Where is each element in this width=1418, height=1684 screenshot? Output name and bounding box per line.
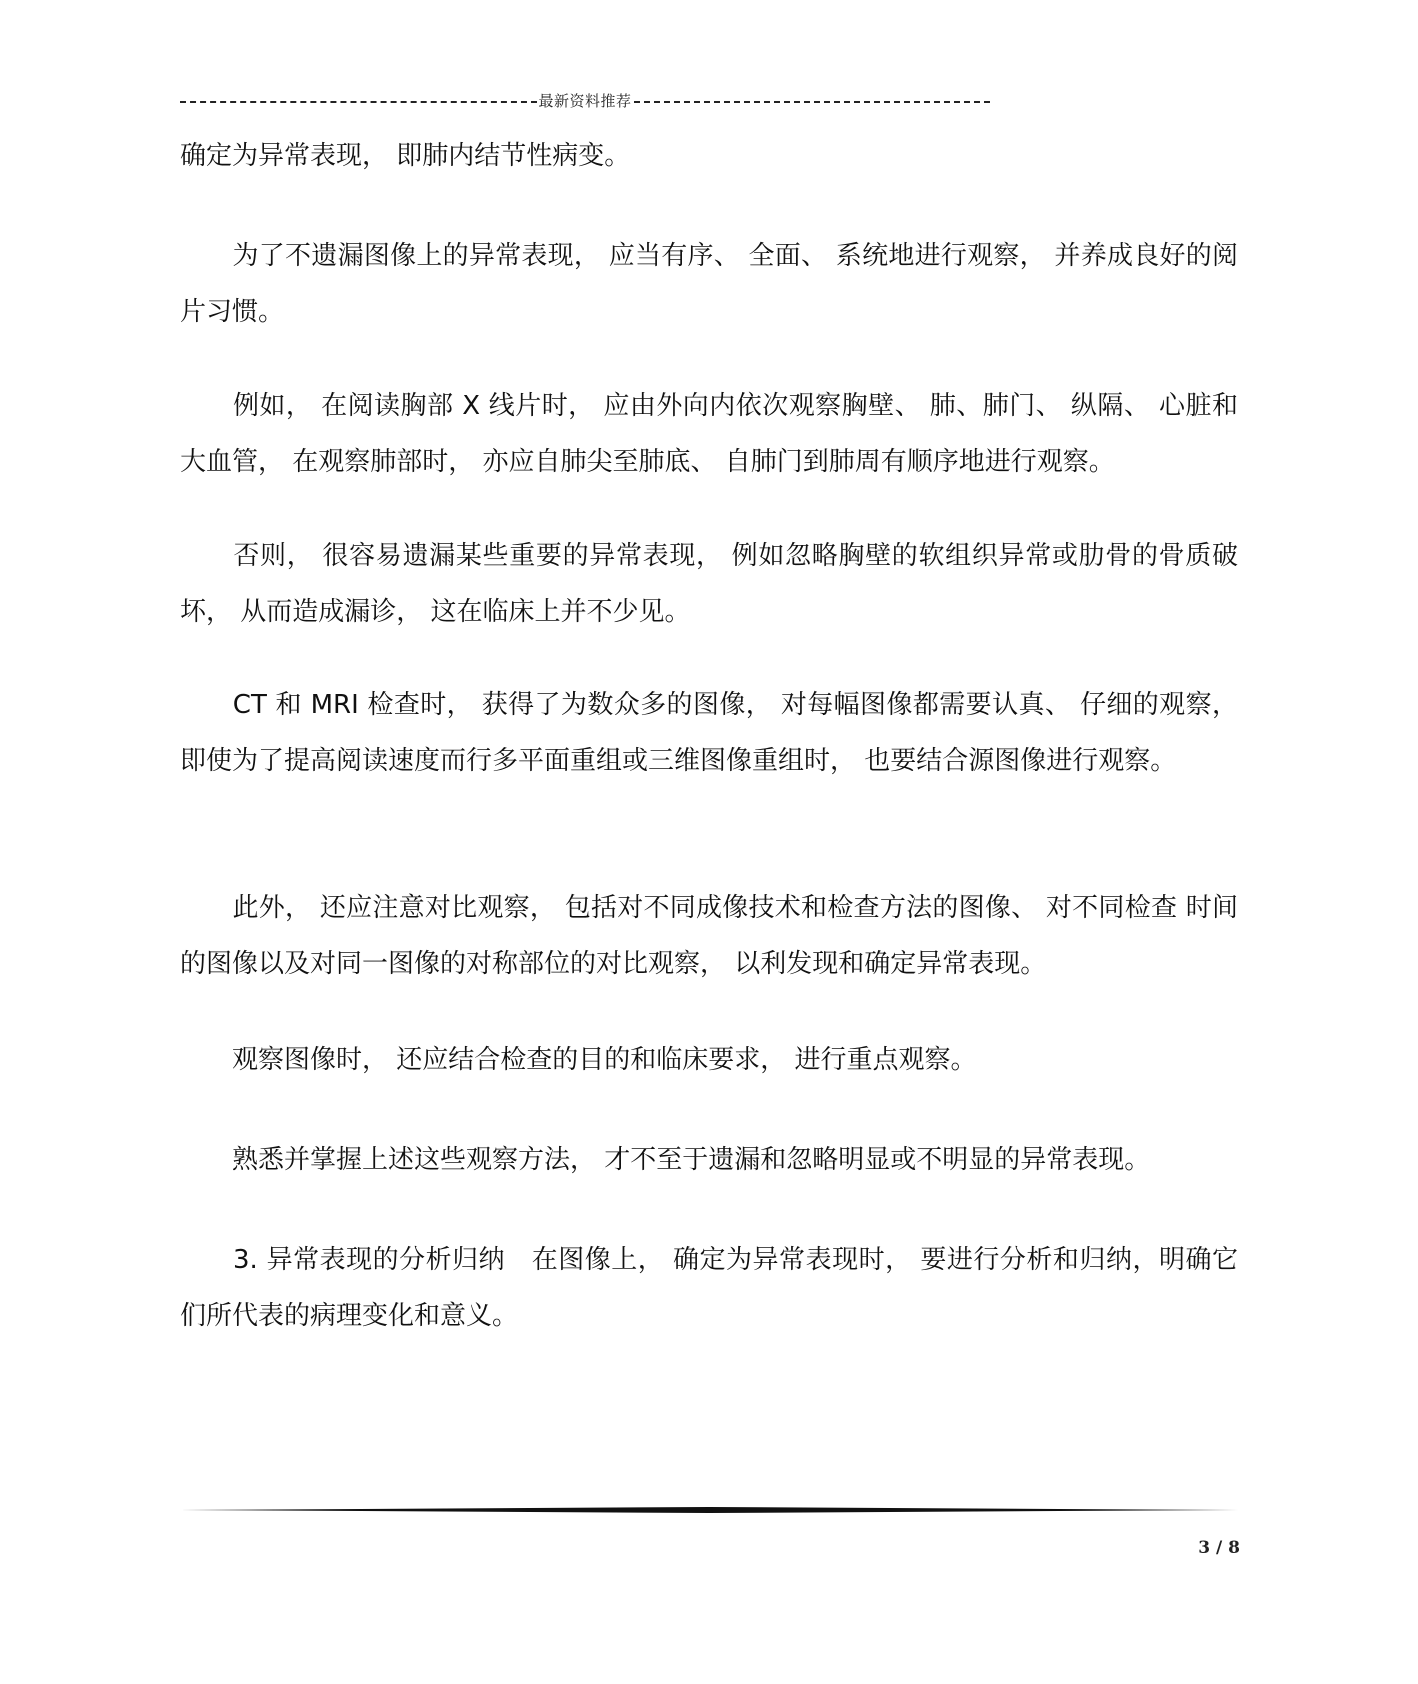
paragraph-9: 3. 异常表现的分析归纳 在图像上， 确定为异常表现时， 要进行分析和归纳，明确它们所代表的病理变化和意义。 (180, 1245, 1238, 1331)
page-number: 3 / 8 (1198, 1538, 1240, 1558)
header-dash-right (634, 101, 991, 103)
page-header (180, 90, 990, 111)
footer-rule (180, 1507, 1238, 1513)
paragraph-4: 否则， 很容易遗漏某些重要的异常表现， 例如忽略胸壁的软组织异常或肋骨的骨质破坏， 从而造成漏诊， 这在临床上并不少见。 (180, 541, 1238, 627)
header-title: 最新资料推荐 (538, 92, 632, 110)
header-dash-left (180, 101, 537, 103)
paragraph-3: 例如， 在阅读胸部 X 线片时， 应由外向内依次观察胸壁、 肺、肺门、 纵隔、 心脏和大血管， 在观察肺部时， 亦应自肺尖至肺底、 自肺门到肺周有顺序地进行观察。 (180, 391, 1238, 477)
paragraph-5: CT 和 MRI 检查时， 获得了为数众多的图像， 对每幅图像都需要认真、 仔细的观察， 即使为了提高阅读速度而行多平面重组或三维图像重组时， 也要结合源图像进行观察。 (180, 690, 1238, 776)
paragraph-8: 熟悉并掌握上述这些观察方法， 才不至于遗漏和忽略明显或不明显的异常表现。 (180, 1145, 1151, 1175)
paragraph-2: 为了不遗漏图像上的异常表现， 应当有序、 全面、 系统地进行观察， 并养成良好的阅片习惯。 (180, 241, 1238, 327)
paragraph-7: 观察图像时， 还应结合检查的目的和临床要求， 进行重点观察。 (180, 1045, 977, 1075)
paragraph-6: 此外， 还应注意对比观察， 包括对不同成像技术和检查方法的图像、 对不同检查 时间的图像以及对同一图像的对称部位的对比观察， 以利发现和确定异常表现。 (180, 893, 1238, 979)
paragraph-1: 确定为异常表现， 即肺内结节性病变。 (180, 141, 631, 171)
